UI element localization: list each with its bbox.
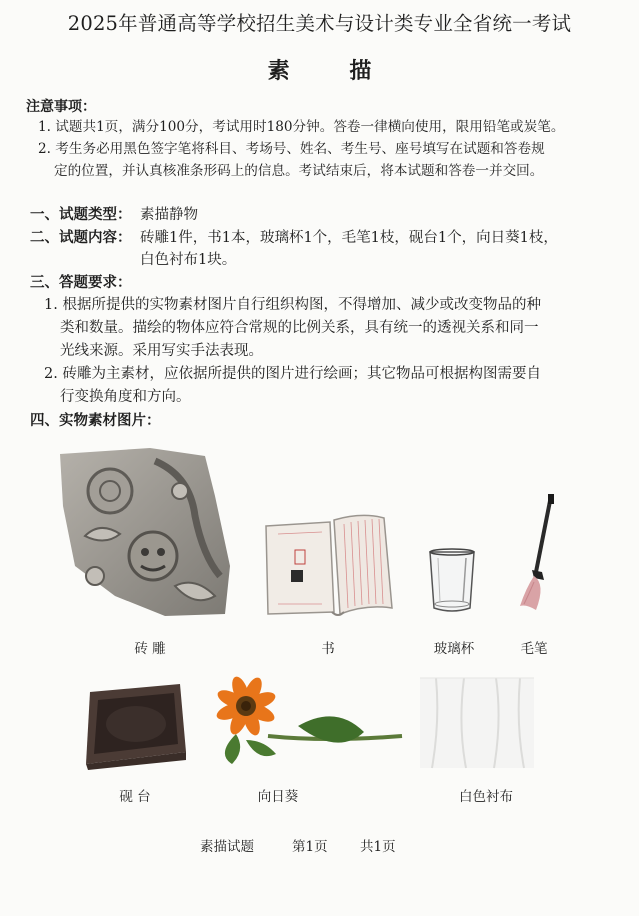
sunflower-caption: 向日葵 [257,789,299,805]
requirement-1-cont-b: 光线来源。采用写实手法表现。 [60,343,263,359]
sunflower-image [206,676,406,768]
notice-heading: 注意事项： [26,99,96,115]
section-1-value: 素描静物 [140,207,198,223]
exam-title: 2025年普通高等学校招生美术与设计类专业全省统一考试 [67,12,572,35]
glass-cup-caption: 玻璃杯 [433,641,475,657]
white-cloth-image [418,676,536,770]
footer-total-pages: 共1页 [360,839,396,855]
section-1-label: 一、试题类型： [30,206,132,223]
brush-caption: 毛笔 [520,641,548,657]
section-3-label: 三、答题要求： [30,274,132,291]
section-4-label: 四、实物素材图片： [30,412,161,429]
section-2-label: 二、试题内容： [30,229,132,246]
white-cloth-caption: 白色衬布 [459,789,513,805]
notice-item-2: 2. 考生务必用黑色签字笔将科目、考场号、姓名、考生号、座号填写在试题和答卷规 [38,141,545,157]
footer-exam-name: 素描试题 [200,839,254,855]
inkstone-image [80,680,190,770]
subject-title: 素 描 [267,58,398,84]
footer-page-number: 第1页 [292,839,328,855]
requirement-1: 1. 根据所提供的实物素材图片自行组织构图，不得增加、减少或改变物品的种 [44,297,541,313]
brush-image [512,492,558,614]
book-caption: 书 [321,641,335,657]
section-2-value-cont: 白色衬布1块。 [140,252,237,268]
inkstone-caption: 砚 台 [119,789,151,805]
brick-carving-caption: 砖 雕 [134,641,166,657]
requirement-2: 2. 砖雕为主素材，应依据所提供的图片进行绘画；其它物品可根据构图需要自 [44,366,541,382]
requirement-2-cont: 行变换角度和方向。 [60,389,191,405]
requirement-1-cont-a: 类和数量。描绘的物体应符合常规的比例关系，具有统一的透视关系和同一 [60,320,539,336]
book-image [262,512,394,620]
glass-cup-image [426,548,478,616]
brick-carving-image [55,446,235,621]
notice-item-1: 1. 试题共1页，满分100分，考试用时180分钟。答卷一律横向使用，限用铅笔或炭笔。 [38,119,565,135]
section-2-value: 砖雕1件，书1本，玻璃杯1个，毛笔1枝，砚台1个，向日葵1枝， [140,230,558,246]
notice-item-2-cont: 定的位置，并认真核准条形码上的信息。考试结束后，将本试题和答卷一并交回。 [54,163,544,179]
